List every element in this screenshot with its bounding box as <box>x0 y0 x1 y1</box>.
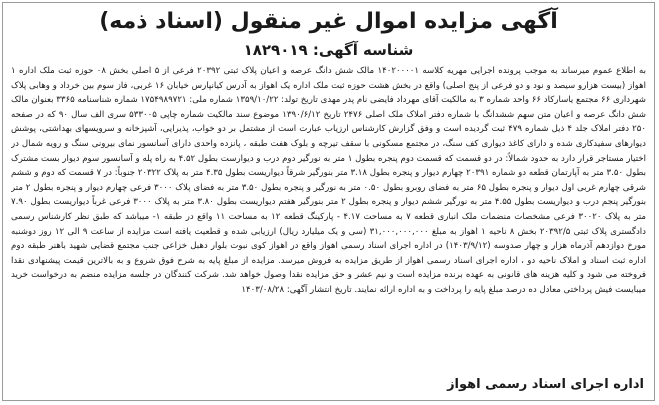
auction-notice <box>2 2 655 401</box>
notice-body: به اطلاع عموم میرساند به موجب پرونده اجرایی مهریه کلاسه ۱۴۰۲۰۰۰۰۱ مالک شش دانگ عرصه و اعیان پلاک ثبتی ۲۰۳۹۲ فرعی از ۵ اصلی بخش ۰۸ حوزه ثبت ملک اداره ۱ اهواز (بیست هزارو سیصد و نود و دو فرعی از پنج اصلی) واقع در بخش هشت حوزه ثبت ملک اداره یک اهواز به آدرس کیانپارس خیابان ۱۶ غربی، فاز سوم بین خرداد و وهابی پلاک شهرداری ۶۶ مجتمع یاسارکاد ۶۶ واحد شماره ۳ به مالکیت آقای مهرداد فایضی نام پدر مهدی تاریخ تولد: ۱۳۵۹/۱۰/۲۲ شماره ملی: ۱۷۵۴۹۸۹۷۲۱ شماره شناسنامه ۳۳۶۵ بعنوان مالک شش دانگ عرصه و اعیان متن سهم ششدانگ با شماره دفتر املاک ملک اصلی ۲۴۷۶ تاریخ ۱۳۹۰/۶/۱۲ موضوع سند مالکیت شماره چاپی ۵۳۳۰۰۵ سری الف سال ۹۰ که در صفحه ۲۵۰ دفتر املاک جلد ۴ ذیل شماره ۴۷۹ ثبت گردیده است و وفق گزارش کارشناس ارزیاب عبارت است از مشتمل بر دو خواب، پذیرایی، آشپزخانه و سرویسهای بهداشتی، پوشش دیوارهای سفیدکاری شده و دارای کاغذ دیواری کف سنگ، در مجتمع مسکونی با سقف تیرچه و بلوک هفت طبقه ، پانزده واحدی دارای آسانسور نمای بیرونی سنگ و رویه شمال در اختیار مستاجر قرار دارد به حدود شمالاً: در دو قسمت که قسمت دوم پنجره بطول ۱ متر به نورگیر دوم درب و دیوارست بطول ۴.۵۲ به راه پله و آسانسور سوم دیوار بست مشترک بطول ۳.۵۰ متر به آپارتمان قطعه دو شماره ۲۰۳۹۱ چهارم دیوار و پنجره بطول ۳.۱۸ متر بنورگیر شرقاً دیواریست بطول ۴.۳۵ متر به پلاک ۲۰۳۲۲ جنوباً: در ۷ قسمت که دوم و ششم شرقی چهارم غربی اول دیوار و پنجره بطول ۶۵ متر به فضای روبرو بطول ۰.۵۰ متر به نورگیر و پنجره بطول ۳.۵۰ متر به فضای پلاک ۳۰۰۰ فرعی چهارم دیوار و پنجره بطول ۲ متر بنورگیر پنجم درب و دیواریست بطول ۴.۵۵ متر به نورگیر ششم دیوار و پنجره بطول ۲ متر بنورگیر هفتم دیواریست بطول ۳.۸۰ متر به پلاک ۳۰۰۰ فرعی غرباً دیواریست بطول ۷.۹۰ متر به پلاک ۳۰۰۲۰ فرعی مشخصات منضمات ملک انباری قطعه ۷ به مساحت ۴.۱۷ - پارکینگ قطعه ۱۲ به مساحت ۱۱ واقع در طبقه ۱- میباشد که طبق نظر کارشناس رسمی دادگستری پلاک ثبتی ۲۰۳۹۲/۵ بخش ۸ ناحیه ۱ اهواز به مبلغ ۳۱,۰۰۰,۰۰۰,۰۰۰ (سی و یک میلیارد ریال) ارزیابی شده و قطعیت یافته است مزایده از ساعت ۹ الی ۱۲ روز دوشنبه مورخ دوازدهم آذرماه هزار و چهار صدوسه (۱۴۰۳/۹/۱۲) در اداره اجرای اسناد رسمی اهواز واقع در اهواز کوی نبوت بلوار دهبل خزاعی جنب مجتمع قضایی شهید باهنر طبقه دوم اداره ثبت اسناد و املاک ناحیه دو ، اداره اجرای اسناد رسمی اهواز از طریق مزایده به فروش میرسد. مزایده از مبلغ پایه به شرح فوق شروع و به بالاترین قیمت پیشنهادی نقدا فروخته می شود و کلیه هزینه های قانونی به عهده برنده مزایده است و نیم عشر و حق مزایده نقدا وصول خواهد شد. شرکت کنندگان در جلسه مزایده منضم به درخواست خرید میبایست فیش پرداختی معادل ده درصد مبلغ پایه را پرداخت و به اداره ارائه نمایند. تاریخ انتشار آگهی: ۱۴۰۳/۰۸/۲۸ <box>11 66 646 295</box>
notice-title: آگهی مزایده اموال غیر منقول (اسناد ذمه) <box>99 9 558 34</box>
issuer-signature: اداره اجرای اسناد رسمی اهواز <box>447 377 644 392</box>
ad-id-label: شناسه آگهی: ۱۸۲۹۰۱۹ <box>243 41 414 59</box>
